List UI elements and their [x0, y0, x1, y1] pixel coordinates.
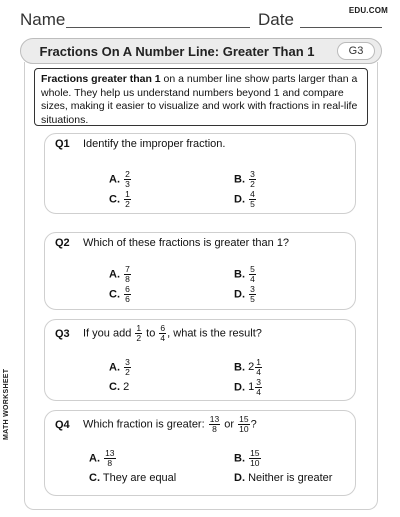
fraction: $\frac{3}{2}$	[250, 169, 255, 189]
option-b[interactable]: B. $\frac{3}{2}$	[234, 169, 255, 189]
fraction: $\frac{3}{4}$	[256, 377, 261, 397]
fraction: $\frac{6}{4}$	[160, 323, 166, 343]
option-d[interactable]: D. $\frac{3}{5}$	[234, 284, 255, 304]
option-c[interactable]: C. $\frac{6}{6}$	[109, 284, 130, 304]
option-b[interactable]: B. 2 $\frac{1}{4}$	[234, 357, 261, 377]
mixed-number: 1 $\frac{3}{4}$	[248, 377, 261, 397]
fraction: $\frac{5}{4}$	[250, 264, 255, 284]
name-line	[66, 27, 250, 28]
fraction: $\frac{1}{4}$	[256, 357, 261, 377]
fraction: $\frac{7}{8}$	[125, 264, 130, 284]
intro-text: on a number line show parts larger than a whole. They help us understand numbers beyond 1 and compare sizes, making it easier to visualize and work with fractions in real-life situations.	[41, 73, 358, 126]
side-label: MATH WORKSHEET	[3, 368, 10, 440]
question-number: Q4	[55, 419, 70, 431]
option-a[interactable]: A. $\frac{7}{8}$	[109, 264, 130, 284]
fraction: $\frac{15}{10}$	[239, 414, 249, 434]
option-a[interactable]: A. $\frac{13}{8}$	[89, 448, 115, 468]
brand-logo: EDU.COM	[348, 6, 388, 15]
option-c[interactable]: C. $\frac{1}{2}$	[109, 189, 130, 209]
option-a[interactable]: A. $\frac{2}{3}$	[109, 169, 130, 189]
option-c[interactable]: C. They are equal	[89, 472, 177, 484]
option-d[interactable]: D. 1 $\frac{3}{4}$	[234, 377, 261, 397]
intro-bold: Fractions greater than 1	[41, 73, 161, 85]
option-b[interactable]: B. $\frac{15}{10}$	[234, 448, 260, 468]
fraction: $\frac{13}{8}$	[105, 448, 115, 468]
fraction: $\frac{2}{3}$	[125, 169, 130, 189]
fraction: $\frac{1}{2}$	[125, 189, 130, 209]
intro-box	[34, 68, 368, 126]
grade-badge: G3	[337, 42, 375, 60]
option-d[interactable]: D. Neither is greater	[234, 472, 333, 484]
question-card-4	[44, 410, 356, 496]
fraction: $\frac{15}{10}$	[250, 448, 260, 468]
mixed-number: 2 $\frac{1}{4}$	[248, 357, 261, 377]
question-number: Q1	[55, 138, 70, 150]
date-label: Date	[258, 10, 294, 29]
worksheet-title: Fractions On A Number Line: Greater Than 1	[39, 44, 315, 59]
question-number: Q3	[55, 328, 70, 340]
option-a[interactable]: A. $\frac{3}{2}$	[109, 357, 130, 377]
question-text: Which fraction is greater: $\frac{13}{8}$ or $\frac{15}{10}$ ?	[83, 414, 257, 434]
fraction: $\frac{3}{5}$	[250, 284, 255, 304]
fraction: $\frac{4}{5}$	[250, 189, 255, 209]
question-text: Identify the improper fraction.	[83, 138, 226, 150]
question-number: Q2	[55, 237, 70, 249]
fraction: $\frac{6}{6}$	[125, 284, 130, 304]
title-bar	[20, 38, 382, 64]
question-card-1	[44, 133, 356, 214]
name-label: Name	[20, 10, 66, 29]
option-c[interactable]: C. 2	[109, 381, 130, 393]
question-text: Which of these fractions is greater than 1?	[83, 237, 290, 249]
date-line	[300, 27, 382, 28]
question-card-2	[44, 232, 356, 310]
fraction: $\frac{3}{2}$	[125, 357, 130, 377]
fraction: $\frac{13}{8}$	[209, 414, 220, 434]
option-d[interactable]: D. $\frac{4}{5}$	[234, 189, 255, 209]
fraction: $\frac{1}{2}$	[136, 323, 142, 343]
option-b[interactable]: B. $\frac{5}{4}$	[234, 264, 255, 284]
question-card-3	[44, 319, 356, 401]
question-text: If you add $\frac{1}{2}$ to $\frac{6}{4}$ , what is the result?	[83, 323, 262, 343]
